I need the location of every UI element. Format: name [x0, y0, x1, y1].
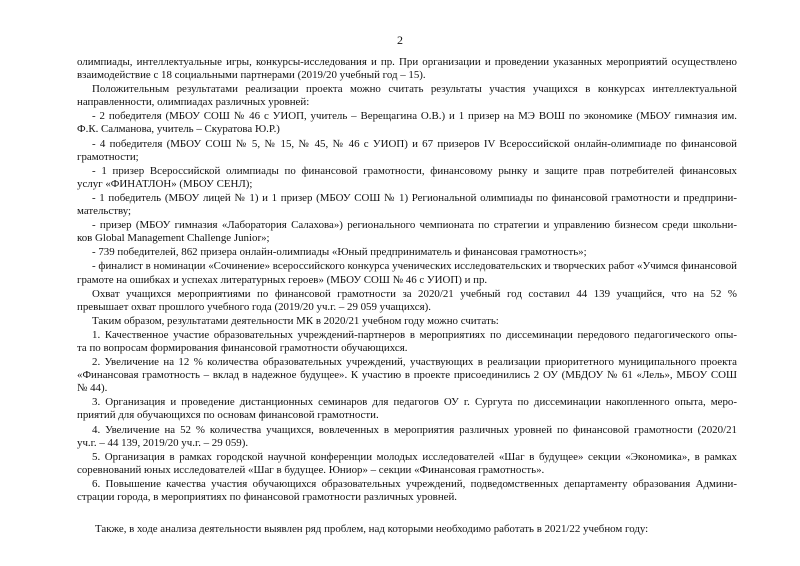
- text-line: приятий для обучающихся по основам финансовой грамотности.: [77, 409, 379, 422]
- text-line: 4. Увеличение на 52 % количества учащихся, вовлеченных в мероприятия различных уровней по финансовой грамотности (2020/21: [92, 423, 737, 436]
- document-body: [77, 56, 737, 536]
- text-line: - 2 победителя (МБОУ СОШ № 46 с УИОП, учитель – Верещагина О.В.) и 1 призер на МЭ ВОШ по экономике (МБОУ гимназия им.: [92, 110, 737, 123]
- text-line: услуг «ФИНАТЛОН» (МБОУ СЕНЛ);: [77, 177, 253, 190]
- text-line: та по вопросам формирования финансовой грамотности обучающихся.: [77, 341, 408, 354]
- text-line: Ф.К. Салманова, учитель – Скуратова Ю.Р.): [77, 123, 280, 136]
- text-line: превышает охват прошлого учебного года (2019/20 уч.г. – 29 059 учащихся).: [77, 300, 431, 313]
- text-line: 5. Организация в рамках городской научной конференции молодых исследователей «Шаг в будущее» секции «Экономика», в рамках: [92, 450, 737, 463]
- text-line: № 44).: [77, 382, 108, 395]
- text-line: - 4 победителя (МБОУ СОШ № 5, № 15, № 45, № 46 с УИОП) и 67 призеров IV Всероссийской онлайн-олимпиаде по финансовой: [92, 137, 737, 150]
- text-line: 1. Качественное участие образовательных учреждений-партнеров в мероприятиях по диссеминации передового педагогического опы-: [92, 328, 737, 341]
- text-line: соревнований юных исследователей «Шаг в будущее. Юниор» – секции «Финансовая грамотность».: [77, 463, 545, 476]
- text-line: олимпиады, интеллектуальные игры, конкурсы-исследования и пр. При организации и проведении указанных мероприятий осуществлено: [77, 56, 737, 68]
- text-line: страции города, в мероприятиях по финансовой грамотности различных уровней.: [77, 491, 458, 503]
- text-line: Таким образом, результатами деятельности МК в 2020/21 учебном году можно считать:: [92, 314, 499, 327]
- text-line: 3. Организация и проведение дистанционных семинаров для педагогов ОУ г. Сургута по диссеминации накопленного опыта, меро-: [92, 396, 737, 409]
- text-line: 2. Увеличение на 12 % количества образовательных учреждений, участвующих в реализации приоритетного муниципального проекта: [92, 356, 737, 369]
- text-line: Положительным результатами реализации проекта можно считать результаты участия учащихся в конкурсах интеллектуальной: [92, 83, 737, 96]
- text-line: - 1 призер Всероссийской олимпиады по финансовой грамотности, финансовому рынку и защите прав потребителей финансовых: [92, 164, 737, 177]
- text-line: взаимодействие с 18 социальными партнерами (2019/20 учебный год – 15).: [77, 69, 426, 82]
- text-line: Также, в ходе анализа деятельности выявлен ряд проблем, над которыми необходимо работать в 2021/22 учебном году:: [95, 523, 649, 536]
- text-line: уч.г. – 44 139, 2019/20 уч.г. – 29 059).: [77, 436, 249, 449]
- page-number: 2: [397, 33, 403, 47]
- text-line: - 739 победителей, 862 призера онлайн-олимпиады «Юный предприниматель и финансовая грамотность»;: [92, 246, 587, 259]
- text-line: направленности, олимпиадах различных уровней:: [77, 96, 310, 109]
- text-line: мательству;: [77, 205, 132, 218]
- text-line: грамотности;: [77, 150, 139, 163]
- text-line: грамоте на ошибках и успехах литературных героев» (МБОУ СОШ № 46 с УИОП) и пр.: [77, 273, 488, 286]
- text-line: ков Global Management Challenge Junior»;: [77, 232, 270, 245]
- text-line: - финалист в номинации «Сочинение» всероссийского конкурса ученических исследовательских и творческих работ «Учимся финансовой: [92, 260, 737, 273]
- text-line: - 1 победитель (МБОУ лицей № 1) и 1 призер (МБОУ СОШ № 1) Региональной олимпиады по финансовой грамотности и предприни-: [92, 191, 737, 204]
- text-line: Охват учащихся мероприятиями по финансовой грамотности за 2020/21 учебный год составил 44 139 учащийся, что на 52 %: [92, 287, 737, 300]
- text-line: «Финансовая грамотность – вклад в надежное будущее». К участию в проекте присоединились 2 ОУ (МБДОУ № 61 «Лель», МБОУ СОШ: [77, 369, 737, 382]
- text-line: 6. Повышение качества участия обучающихся образовательных учреждений, подведомственных департаменту образования Админи-: [92, 477, 737, 490]
- text-line: - призер (МБОУ гимназия «Лаборатория Салахова») регионального чемпионата по стратегии и управлению бизнесом среди школьни-: [92, 219, 737, 232]
